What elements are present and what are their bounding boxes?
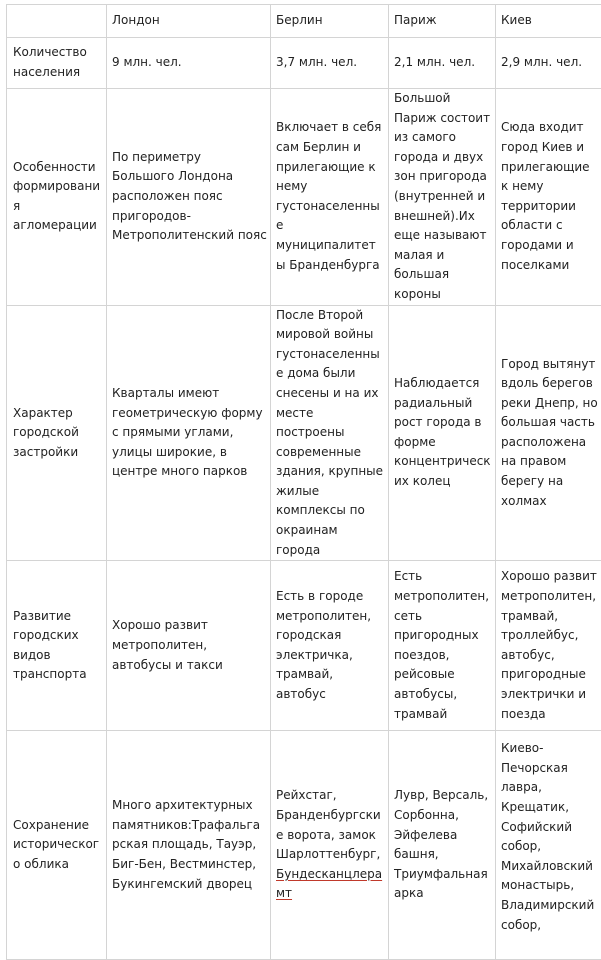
cell-paris-agglomeration: Большой Париж состоит из самого города и двух зон пригорода (внутренней и внешней).Их еще называют малая и большая короны: [389, 89, 496, 306]
cell-paris-development: Наблюдается радиальный рост города в форме концентрических колец: [389, 305, 496, 561]
table-row-transport: [7, 561, 601, 731]
cell-berlin-historic: [271, 731, 389, 960]
comparison-table: [6, 4, 601, 960]
header-kiev: Киев: [496, 5, 601, 38]
header-paris: Париж: [389, 5, 496, 38]
cell-kiev-historic: Киево-Печорская лавра, Крещатик, Софийский собор, Михайловский монастырь, Владимирский собор,: [496, 731, 601, 960]
cell-london-transport: Хорошо развит метрополитен, автобусы и такси: [107, 561, 271, 731]
cell-berlin-historic-underlined: Бундесканцлерамт: [276, 867, 382, 901]
row-label-transport: Развитие городских видов транспорта: [7, 561, 107, 731]
row-label-historic: Сохранение исторического облика: [7, 731, 107, 960]
cell-london-historic: Много архитектурных памятников:Трафальгарская площадь, Тауэр, Биг-Бен, Вестминстер, Букингемский дворец: [107, 731, 271, 960]
table-row-population: [7, 38, 601, 89]
row-label-development: Характер городской застройки: [7, 305, 107, 561]
table-row-agglomeration: [7, 89, 601, 306]
table-header-row: [7, 5, 601, 38]
cell-paris-historic: Лувр, Версаль, Сорбонна, Эйфелева башня, Триумфальная арка: [389, 731, 496, 960]
cell-london-development: Кварталы имеют геометрическую форму с прямыми углами, улицы широкие, в центре много парков: [107, 305, 271, 561]
cell-kiev-transport: Хорошо развит метрополитен, трамвай, троллейбус, автобус, пригородные электрички и поезда: [496, 561, 601, 731]
cell-berlin-development: После Второй мировой войны густонаселенные дома были снесены и на их месте построены современные здания, крупные жилые комплексы по окраинам города: [271, 305, 389, 561]
cell-berlin-transport: Есть в городе метрополитен, городская электричка, трамвай, автобус: [271, 561, 389, 731]
cell-kiev-development: Город вытянут вдоль берегов реки Днепр, но большая часть расположена на правом берегу на холмах: [496, 305, 601, 561]
cell-kiev-agglomeration: Сюда входит город Киев и прилегающие к нему территории области с городами и поселками: [496, 89, 601, 306]
cell-paris-population: 2,1 млн. чел.: [389, 38, 496, 89]
cell-kiev-population: 2,9 млн. чел.: [496, 38, 601, 89]
row-label-population: Количество населения: [7, 38, 107, 89]
header-corner-cell: [7, 5, 107, 38]
cell-london-agglomeration: По периметру Большого Лондона расположен пояс пригородов-Метрополитенский пояс: [107, 89, 271, 306]
cell-paris-transport: Есть метрополитен, сеть пригородных поездов, рейсовые автобусы, трамвай: [389, 561, 496, 731]
cell-berlin-historic-text: Рейхстаг, Бранденбургские ворота, замок Шарлоттенбург,: [276, 788, 381, 861]
table-row-historic: [7, 731, 601, 960]
cell-berlin-population: 3,7 млн. чел.: [271, 38, 389, 89]
header-berlin: Берлин: [271, 5, 389, 38]
table-row-development: [7, 305, 601, 561]
row-label-agglomeration: Особенности формирования агломерации: [7, 89, 107, 306]
cell-london-population: 9 млн. чел.: [107, 38, 271, 89]
cell-berlin-agglomeration: Включает в себя сам Берлин и прилегающие к нему густонаселенные муниципалитеты Бранденбурга: [271, 89, 389, 306]
header-london: Лондон: [107, 5, 271, 38]
